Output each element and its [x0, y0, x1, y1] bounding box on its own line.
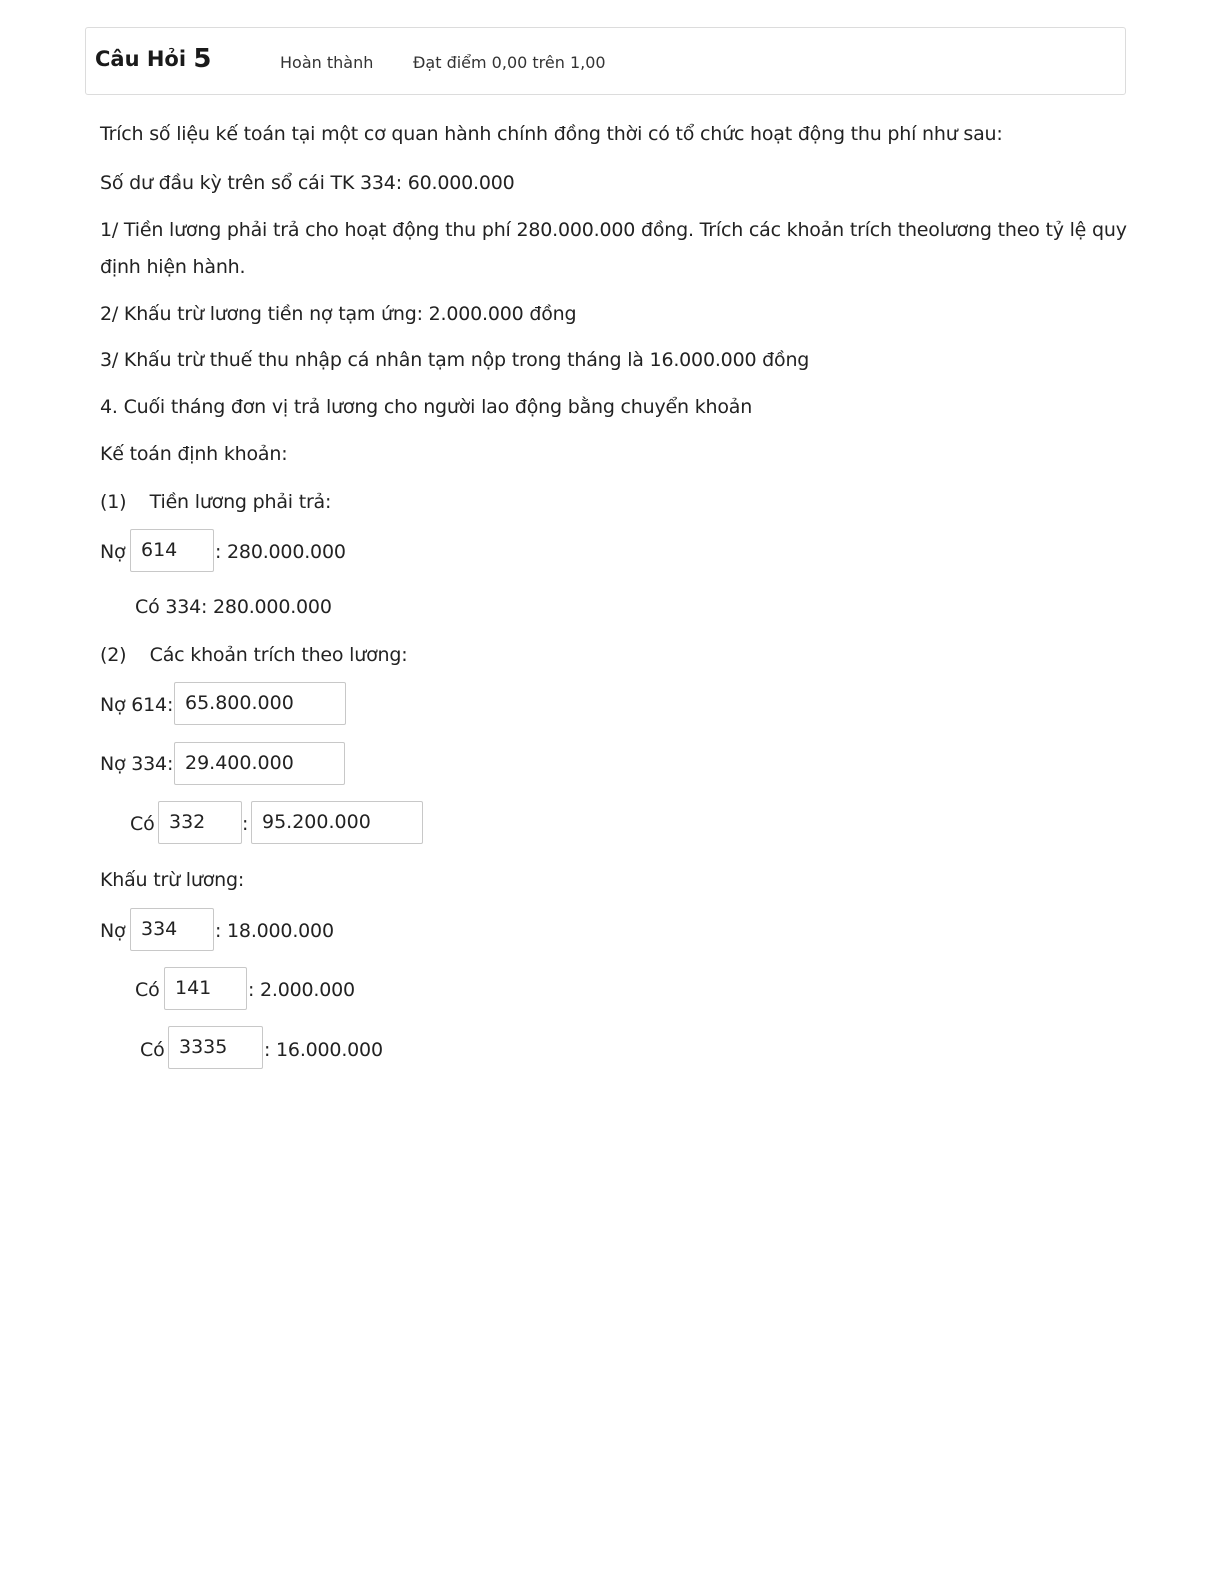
entry3-credit1-amount: : 2.000.000: [248, 979, 355, 1001]
entry1-debit-account-input[interactable]: 614: [130, 529, 214, 572]
entry2-credit-separator: :: [242, 813, 249, 835]
entry3-credit1-prefix: Có: [135, 979, 160, 1001]
entry2-debit1-amount-input[interactable]: 65.800.000: [174, 682, 346, 725]
entry1-debit-amount: : 280.000.000: [215, 541, 346, 563]
opening-balance-text: Số dư đầu kỳ trên sổ cái TK 334: 60.000.000: [100, 172, 515, 194]
entry2-debit1-prefix: Nợ 614:: [100, 694, 174, 716]
entry3-heading: Khấu trừ lương:: [100, 869, 245, 891]
entry3-credit1-account-input[interactable]: 141: [164, 967, 247, 1010]
question-title-label: Câu Hỏi: [95, 47, 187, 71]
item1-text-line2: định hiện hành.: [100, 256, 246, 278]
item4-text: 4. Cuối tháng đơn vị trả lương cho người lao động bằng chuyển khoản: [100, 396, 753, 418]
question-info-header: [85, 27, 1126, 95]
entry3-debit-account-input[interactable]: 334: [130, 908, 214, 951]
entries-heading: Kế toán định khoản:: [100, 443, 288, 465]
item1-text-line1: 1/ Tiền lương phải trả cho hoạt động thu phí 280.000.000 đồng. Trích các khoản trích theolương theo tỷ lệ quy: [100, 219, 1127, 241]
entry2-credit-prefix: Có: [130, 813, 155, 835]
entry3-debit-prefix: Nợ: [100, 920, 126, 942]
item2-text: 2/ Khấu trừ lương tiền nợ tạm ứng: 2.000.000 đồng: [100, 303, 577, 325]
item3-text: 3/ Khấu trừ thuế thu nhập cá nhân tạm nộp trong tháng là 16.000.000 đồng: [100, 349, 810, 371]
entry3-credit2-prefix: Có: [140, 1039, 165, 1061]
question-state: Hoàn thành: [280, 53, 374, 72]
intro-text: Trích số liệu kế toán tại một cơ quan hành chính đồng thời có tổ chức hoạt động thu phí như sau:: [100, 123, 1003, 145]
entry1-debit-prefix: Nợ: [100, 541, 126, 563]
question-title: [95, 43, 211, 73]
entry2-debit2-amount-input[interactable]: 29.400.000: [174, 742, 345, 785]
entry2-credit-amount-input[interactable]: 95.200.000: [251, 801, 423, 844]
entry3-credit2-account-input[interactable]: 3335: [168, 1026, 263, 1069]
entry2-credit-account-input[interactable]: 332: [158, 801, 242, 844]
entry1-credit-line: Có 334: 280.000.000: [135, 596, 332, 618]
entry1-heading: (1) Tiền lương phải trả:: [100, 491, 332, 513]
entry3-credit2-amount: : 16.000.000: [264, 1039, 383, 1061]
entry2-debit2-prefix: Nợ 334:: [100, 753, 174, 775]
entry3-debit-amount: : 18.000.000: [215, 920, 334, 942]
question-number: 5: [193, 44, 212, 74]
entry2-heading: (2) Các khoản trích theo lương:: [100, 644, 408, 666]
question-grade: Đạt điểm 0,00 trên 1,00: [413, 53, 606, 72]
